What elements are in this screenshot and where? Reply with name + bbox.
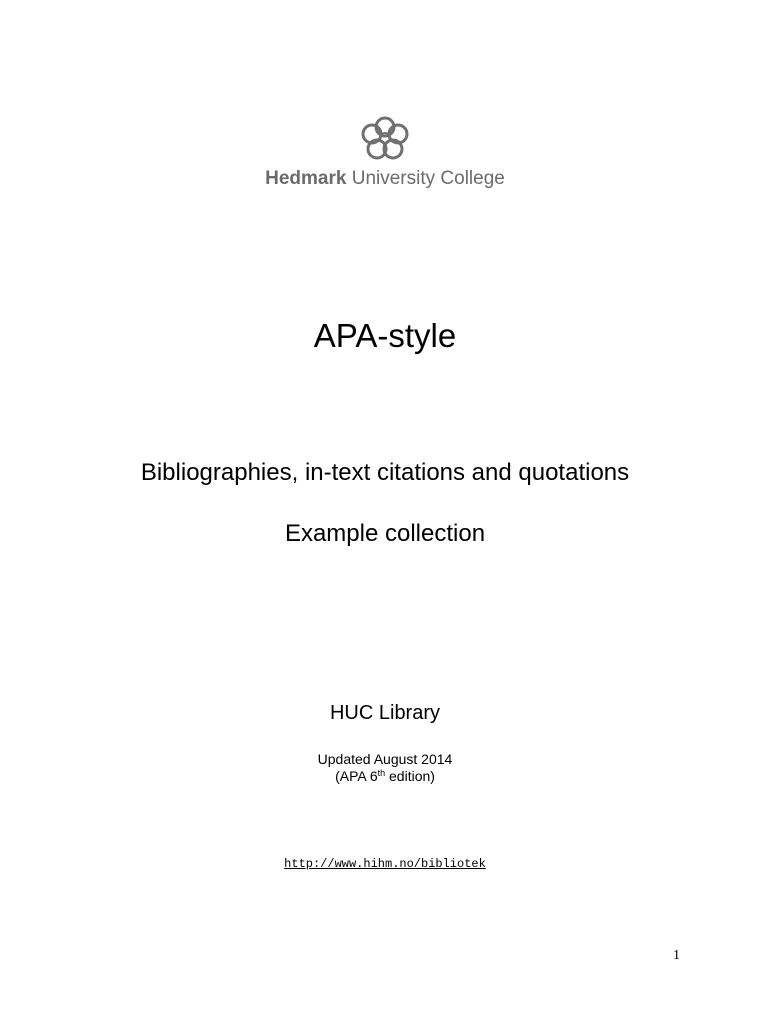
- collection-label: Example collection: [284, 520, 486, 547]
- updated-date: Updated August 2014: [317, 751, 453, 767]
- hedmark-logo: [355, 112, 415, 162]
- institution-name-rest: University College: [346, 168, 505, 189]
- institution-name: [0, 168, 770, 190]
- edition-note: [0, 768, 770, 785]
- page-number: 1: [673, 948, 680, 963]
- edition-prefix: (APA 6: [335, 768, 378, 784]
- hedmark-emblem-icon: [355, 112, 415, 162]
- document-title: APA-style: [313, 317, 457, 354]
- document-subtitle: Bibliographies, in-text citations and quotations: [140, 459, 630, 486]
- edition-superscript: th: [377, 768, 386, 778]
- library-url-link[interactable]: http://www.hihm.no/bibliotek: [284, 857, 486, 871]
- library-url: [0, 856, 770, 872]
- edition-suffix: edition): [385, 768, 435, 784]
- institution-name-bold: Hedmark: [265, 168, 347, 189]
- library-name: HUC Library: [329, 702, 441, 724]
